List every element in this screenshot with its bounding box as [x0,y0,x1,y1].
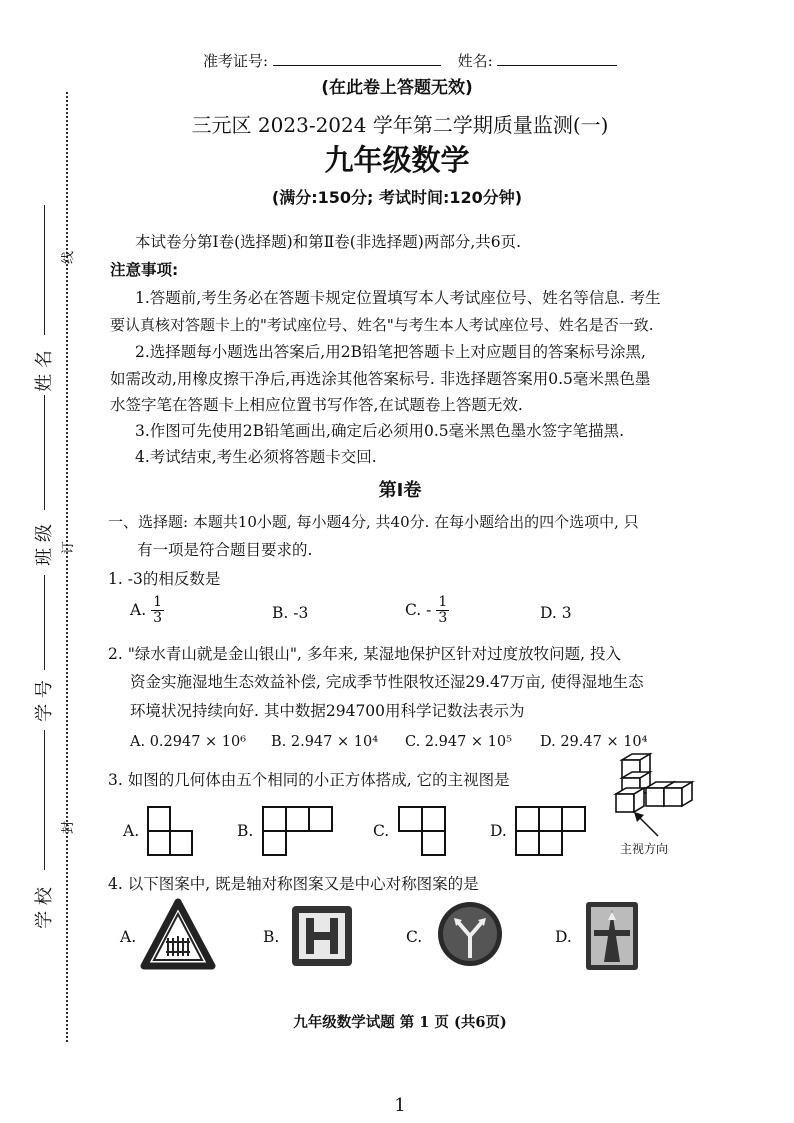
part1-instruction: 一、选择题: 本题共10小题, 每小题4分, 共40分. 在每小题给出的四个选项中, 只 [108,513,639,531]
q2-option-d[interactable]: D. 29.47 × 10⁴ [540,734,648,750]
q1-c-den: 3 [438,610,448,627]
note-line: 要认真核对答题卡上的"考试座位号、姓名"与考生本人考试座位号、姓名是否一致. [110,316,654,334]
note-line: 3.作图可先使用2B铅笔画出,确定后必须用0.5毫米黑色墨水签字笔描黑. [135,422,625,440]
side-school-label: 学 校 [33,887,55,929]
q2-option-a[interactable]: A. 0.2947 × 10⁶ [130,734,247,750]
q1-stem: 1. -3的相反数是 [108,570,221,588]
q4-option-d-road-sign[interactable] [584,900,640,972]
q4-option-c-round-sign[interactable] [436,900,504,968]
intro-text: 本试卷分第Ⅰ卷(选择题)和第Ⅱ卷(非选择题)两部分,共6页. [135,233,522,251]
note-line: 2.选择题每小题选出答案后,用2B铅笔把答题卡上对应题目的答案标号涂黑, [135,343,646,361]
q3-option-c-label[interactable]: C. [373,822,390,840]
side-student-no-label: 学 号 [33,680,55,722]
exam-no-field [203,52,617,70]
part1-instruction-2: 有一项是符合题目要求的. [137,541,313,559]
student-name-label: 姓名: [457,52,493,70]
q4-option-a-railway-sign[interactable] [140,898,216,970]
notes-title: 注意事项: [110,261,179,279]
q4-option-a-label[interactable]: A. [120,928,137,946]
q1-option-b[interactable]: B. -3 [272,604,309,622]
section-title: 第Ⅰ卷 [378,480,422,501]
page-footer: 九年级数学试题 第 1 页 (共6页) [293,1014,507,1031]
q4-option-b-label[interactable]: B. [263,928,280,946]
note-line: 1.答题前,考生务必在答题卡规定位置填写本人考试座位号、姓名等信息. 考生 [135,289,661,307]
side-class-label: 班 级 [33,524,55,566]
school-fill-line [44,730,45,870]
q1-c-num: 1 [438,594,448,610]
q3-option-d-label[interactable]: D. [490,822,507,840]
invalid-notice: (在此卷上答题无效) [321,78,473,98]
q1-option-d[interactable]: D. 3 [540,604,572,622]
view-direction-arrow-icon [628,810,668,840]
q3-stem: 3. 如图的几何体由五个相同的小正方体搭成, 它的主视图是 [108,771,510,789]
side-seal-mark: 封 [61,820,77,835]
exam-no-label: 准考证号: [203,52,269,70]
q2-stem-3: 环境状况持续向好. 其中数据294700用科学记数法表示为 [130,702,525,720]
name-fill-line [44,205,45,335]
note-line: 水签字笔在答题卡上相应位置书写作答,在试题卷上答题无效. [110,396,523,414]
q1-a-label: A. [130,600,147,619]
q2-stem-2: 资金实施湿地生态效益补偿, 完成季节性限牧还湿29.47万亩, 使得湿地生态 [130,673,644,691]
side-line-mark: 线 [61,250,77,265]
q1-a-den: 3 [153,610,162,627]
side-name-label: 姓 名 [33,350,55,392]
note-line: 4.考试结束,考生必须将答题卡交回. [135,448,377,466]
student-no-fill-line [44,575,45,670]
q3-option-a-label[interactable]: A. [123,822,140,840]
q1-option-c[interactable] [405,595,449,627]
q2-option-c[interactable]: C. 2.947 × 10⁵ [405,734,512,750]
q1-c-label: C. - [405,600,432,619]
subject-title: 九年级数学 [324,143,470,177]
note-line: 如需改动,用橡皮擦干净后,再选涂其他答案标号. 非选择题答案用0.5毫米黑色墨 [110,370,651,388]
page-number: 1 [394,1095,406,1116]
exam-title: 三元区 2023-2024 学年第二学期质量监测(一) [191,113,609,137]
q2-option-b[interactable]: B. 2.947 × 10⁴ [271,734,379,750]
q4-option-b-h-sign[interactable] [290,904,354,968]
q1-a-num: 1 [153,594,162,610]
q2-stem-1: 2. "绿水青山就是金山银山", 多年来, 某湿地保护区针对过度放牧问题, 投入 [108,645,622,663]
q4-option-c-label[interactable]: C. [406,928,423,946]
side-bind-mark: 订 [61,540,77,555]
q1-option-a[interactable] [130,595,164,627]
q3-option-b-label[interactable]: B. [237,822,254,840]
q4-option-d-label[interactable]: D. [555,928,572,946]
binding-dotted-line [66,92,68,1042]
q4-stem: 4. 以下图案中, 既是轴对称图案又是中心对称图案的是 [108,875,479,893]
view-direction-label: 主视方向 [620,842,669,856]
score-time: (满分:150分; 考试时间:120分钟) [271,188,523,207]
